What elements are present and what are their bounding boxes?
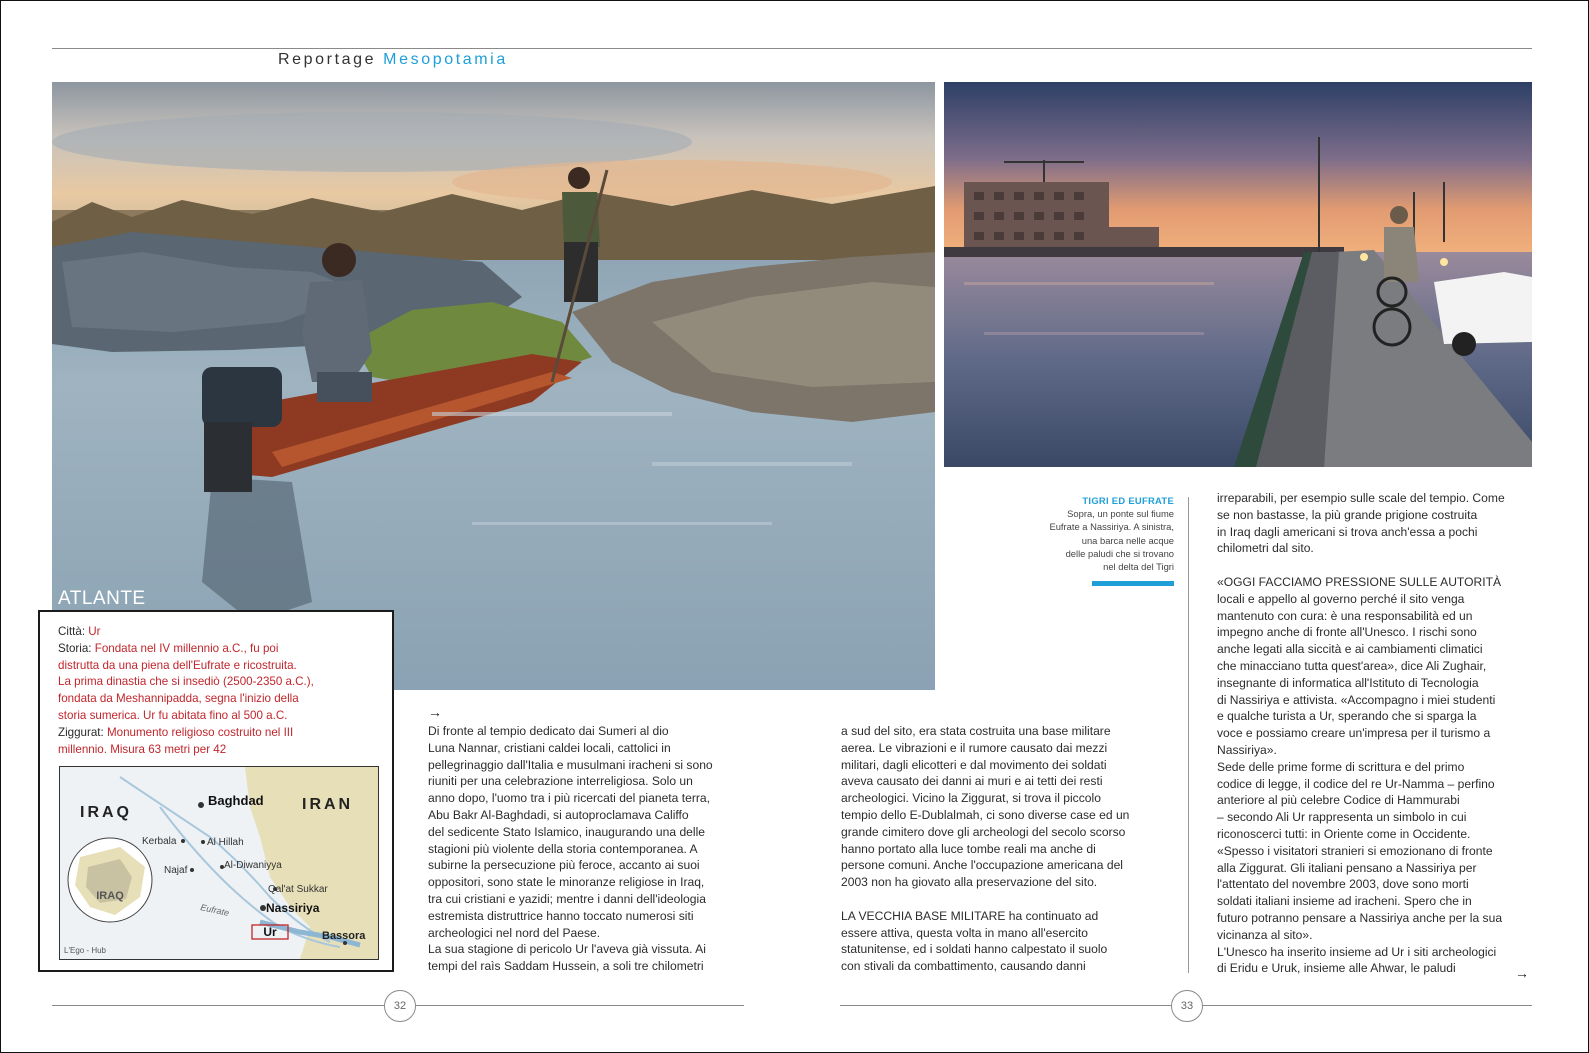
atlante-title: ATLANTE (58, 588, 146, 609)
text-line: che minacciano tutta quest'area», dice Ali Zughair, (1217, 658, 1487, 673)
atlante-storia (58, 641, 388, 658)
text-line: soldati italiani insieme ad iracheni. Spero che in (1217, 894, 1472, 909)
text-line: mantenuto con cura: è una responsabilità ed un (1217, 608, 1473, 623)
text-line: tra cui cristiani e yazidi; mentre i danni dell'ideologia (428, 891, 706, 906)
text-line: persone comuni. Anche l'occupazione americana del (841, 858, 1123, 873)
map-city-bassora: Bassora (322, 930, 366, 942)
bridge-nassiriya-photo (944, 82, 1532, 467)
text-line: essere attiva, questa volta in mano all'esercito (841, 925, 1089, 940)
map-city-al-diwaniyya: Al-Diwaniyya (224, 860, 282, 871)
text-line: anno dopo, l'uomo tra i più ricercati del pianeta terra, (428, 791, 710, 806)
caption-line: una barca nelle acque (1081, 534, 1174, 546)
text-line: di Nassiriya e attivista. «Accompagno i miei studenti (1217, 692, 1496, 707)
top-rule (52, 48, 1532, 49)
map-country-iraq: IRAQ (80, 804, 132, 821)
text-line: subirne la persecuzione più feroce, accanto ai suoi (428, 858, 700, 873)
text-line: tempi del raìs Saddam Hussein, a soli tre chilometri (428, 959, 704, 974)
text-line: Sede delle prime forme di scrittura e del primo (1217, 759, 1465, 774)
text-line: tempio dello E-Dublalmah, ci sono diverse case ed un (841, 807, 1130, 822)
map-country-iran: IRAN (302, 796, 354, 813)
citta-label: Città: (58, 625, 86, 638)
caption-title: TIGRI ED EUFRATE (1082, 495, 1174, 506)
text-line: codice di legge, il codice del re Ur-Namma – perfino (1217, 776, 1495, 791)
text-line: insegnante di informatica all'Istituto di Tecnologia (1217, 675, 1479, 690)
text-line: anteriore al più celebre Codice di Hammurabi (1217, 793, 1460, 808)
ziggurat-line: Monumento religioso costruito nel III (107, 725, 294, 739)
text-line: impegno anche di fronte all'Unesco. I rischi sono (1217, 625, 1477, 640)
text-line: archeologici nel nord del Paese. (428, 925, 601, 940)
text-line: a sud del sito, era stata costruita una base militare (841, 724, 1111, 738)
storia-line: storia sumerica. Ur fu abitata fino al 500 a.C. (58, 708, 288, 722)
text-line: La sua stagione di pericolo Ur l'aveva già vissuta. Ai (428, 942, 706, 957)
article-column-1 (428, 723, 738, 975)
text-line: riuniti per una celebrazione interreligiosa. Solo un (428, 774, 693, 789)
map-river-eufrate: Eufrate (199, 902, 231, 918)
photo-caption (1030, 494, 1174, 573)
text-line: LA VECCHIA BASE MILITARE ha continuato ad (841, 908, 1099, 923)
text-line: L'Unesco ha inserito insieme ad Ur i siti archeologici (1217, 944, 1497, 959)
text-line: locali e appello al governo perché il sito venga (1217, 591, 1465, 606)
atlante-text (58, 624, 388, 758)
text-line: anche legati alla siccità e ai cambiamenti climatici (1217, 642, 1483, 657)
header-prefix: Reportage (278, 51, 377, 68)
map-city-najaf: Najaf (164, 865, 188, 876)
text-line: vicinanza al sito». (1217, 927, 1313, 942)
map-city-qalat-sukkar: Qal'at Sukkar (268, 884, 328, 895)
text-line: archeologici. Vicino la Ziggurat, si trova il piccolo (841, 791, 1101, 806)
text-line: Nassiriya». (1217, 742, 1277, 757)
text-line: «Spesso i visitatori stranieri si emozionano di fronte (1217, 843, 1493, 858)
text-line: aerea. Le vibrazioni e il rumore causato dai mezzi (841, 740, 1108, 755)
paragraph-gap (841, 891, 1161, 908)
storia-line: distrutta da una piena dell'Eufrate e ricostruita. (58, 658, 297, 672)
atlante-box (38, 610, 394, 972)
ziggurat-line: millennio. Misura 63 metri per 42 (58, 742, 227, 756)
text-line: 2003 non ha giovato alla preservazione del sito. (841, 875, 1098, 890)
citta-value: Ur (88, 625, 101, 638)
caption-line: nel delta del Tigri (1103, 561, 1174, 573)
text-line: chilometri dal sito. (1217, 541, 1314, 556)
text-line: se non bastasse, la più grande prigione costruita (1217, 507, 1478, 522)
text-line: aveva causato dei danni ai muri e ai tetti dei resti (841, 774, 1103, 789)
continue-arrow-icon: → (1515, 965, 1529, 981)
column-divider (1188, 497, 1189, 973)
text-line: irreparabili, per esempio sulle scale del tempio. Come (1217, 491, 1505, 505)
text-line: statunitense, ed i soldati hanno calpestato il suolo (841, 942, 1108, 957)
map-city-al-hillah: Al Hillah (207, 837, 244, 848)
text-line: alla Ziggurat. Gli italiani pensano a Nassiriya per (1217, 860, 1477, 875)
atlante-citta (58, 624, 388, 641)
iraq-map (59, 766, 379, 960)
text-line: e qualche turista a Ur, sperando che si sparga la (1217, 709, 1477, 724)
map-city-nassiriya: Nassiriya (266, 901, 320, 915)
ziggurat-label: Ziggurat: (58, 725, 104, 739)
caption-line: delle paludi che si trovano (1065, 547, 1174, 559)
header-accent: Mesopotamia (383, 51, 508, 68)
storia-label: Storia: (58, 641, 92, 655)
text-line: Luna Nannar, cristiani caldei locali, cattolici in (428, 740, 671, 755)
caption-line: Eufrate a Nassiriya. A sinistra, (1049, 521, 1174, 533)
text-line: di Eridu e Uruk, insieme alle Ahwar, le paludi (1217, 961, 1456, 976)
section-header (278, 51, 508, 69)
map-city-baghdad: Baghdad (208, 793, 264, 808)
paragraph-gap (1217, 557, 1537, 574)
page-number-left: 32 (384, 990, 416, 1022)
storia-line: fondata da Meshannipadda, segna l'inizio della (58, 692, 299, 706)
storia-line: Fondata nel IV millennio a.C., fu poi (94, 641, 279, 655)
caption-accent-bar (1092, 581, 1174, 586)
text-line: hanno portato alla luce tombe reali ma anche di (841, 841, 1096, 856)
text-line: oppositori, sono state le minoranze religiose in Iraq, (428, 875, 705, 890)
map-city-kerbala: Kerbala (142, 836, 177, 847)
text-line: – secondo Ali Ur rappresenta un simbolo in cui (1217, 810, 1467, 825)
text-line: del sedicente Stato Islamico, inaugurando una delle (428, 824, 705, 839)
text-line: l'attentato del novembre 2003, dove sono morti (1217, 877, 1469, 892)
text-line: estremista distruttrice hanno toccato numerosi siti (428, 908, 694, 923)
text-line: in Iraq dagli americani si trova anch'essa a pochi (1217, 524, 1478, 539)
text-line: militari, dagli elicotteri e dal movimento dei soldati (841, 757, 1107, 772)
text-line: grande cimitero dove gli archeologi del secolo scorso (841, 824, 1126, 839)
text-line: pellegrinaggio dall'Italia e musulmani iracheni si sono (428, 757, 713, 772)
start-arrow-icon: → (428, 704, 442, 720)
boat-in-marsh-photo (52, 82, 935, 690)
text-line: Abu Bakr Al-Baghdadi, si autoproclamava Califfo (428, 807, 689, 822)
text-line: «OGGI FACCIAMO PRESSIONE SULLE AUTORITÀ (1217, 574, 1502, 589)
article-column-3 (1217, 490, 1537, 977)
page-number-right: 33 (1171, 990, 1203, 1022)
text-line: futuro potranno pensare a Nassiriya anche per la sua (1217, 910, 1503, 925)
text-line: voce e possiamo creare un'impresa per il turismo a (1217, 726, 1491, 741)
map-city-ur: Ur (263, 925, 277, 939)
article-column-2 (841, 723, 1161, 975)
map-inset-label: IRAQ (96, 890, 124, 902)
text-line: con stivali da combattimento, causando danni (841, 959, 1086, 974)
text-line: Di fronte al tempio dedicato dai Sumeri al dio (428, 724, 669, 738)
text-line: riconoscerci tutti: in Oriente come in Occidente. (1217, 826, 1471, 841)
atlante-ziggurat (58, 725, 388, 742)
caption-line: Sopra, un ponte sul fiume (1067, 508, 1174, 520)
map-credit: L'Ego - Hub (64, 946, 106, 955)
storia-line: La prima dinastia che si insediò (2500-2350 a.C.), (58, 675, 314, 689)
text-line: stagioni più violente della storia contemporanea. A (428, 841, 698, 856)
